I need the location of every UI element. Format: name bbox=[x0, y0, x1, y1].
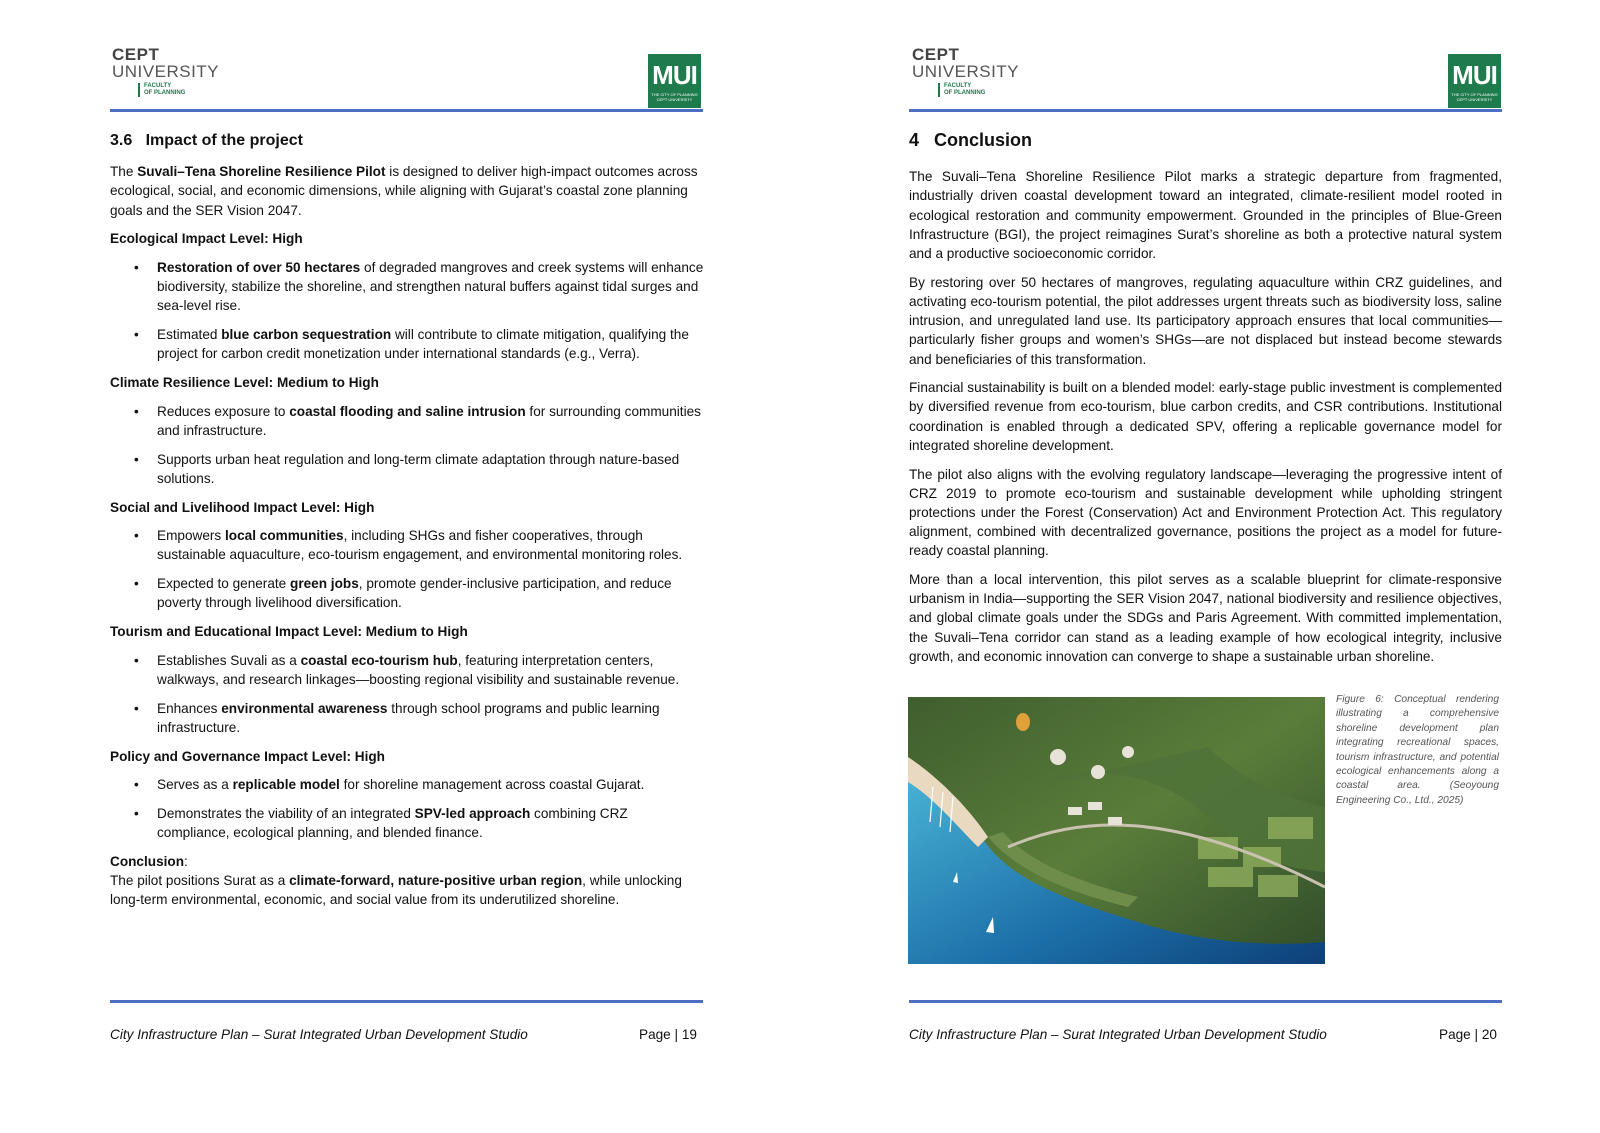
list-item: • Expected to generate green jobs, promote gender-inclusive participation, and reduce poverty through livelihood diversification. bbox=[134, 576, 672, 611]
list-item: • Empowers local communities, including SHGs and fisher cooperatives, through sustainable aquaculture, eco-tourism engagement, and environmental monitoring roles. bbox=[134, 528, 683, 563]
footer-title: City Infrastructure Plan – Surat Integrated Urban Development Studio bbox=[909, 1027, 1327, 1042]
page-20-body bbox=[909, 131, 1502, 676]
section-heading: 3.6 Impact of the project bbox=[110, 132, 303, 149]
conclusion-paragraph: Financial sustainability is built on a blended model: early-stage public investment is complemented by diversified revenue from eco-tourism, blue carbon credits, and CSR contributions. Institutional coordination is enabled through a dedicated SPV, offering a replicable governance model for integrated shoreline development. bbox=[909, 380, 1502, 453]
conclusion-paragraph: The pilot also aligns with the evolving regulatory landscape—leveraging the progressive intent of CRZ 2019 to promote eco-tourism and sustainable development while upholding stringent protections under the Forest (Conservation) Act and Environment Protection Act. This regulatory alignment, combined with decentralized governance, positions the project as a model for future-ready coastal planning. bbox=[909, 466, 1502, 559]
impact-list bbox=[110, 402, 704, 488]
header-rule bbox=[110, 109, 703, 112]
conclusion-block: Conclusion: The pilot positions Surat as a climate-forward, nature-positive urban region, while unlocking long-term environmental, economic, and social value from its underutilized shoreline. bbox=[110, 852, 704, 910]
mui-logo: MUI THE CITY OF PLANNING CEPT UNIVERSITY bbox=[1448, 54, 1501, 108]
page-number: Page | 20 bbox=[1439, 1027, 1497, 1042]
mui-logo: MUI THE CITY OF PLANNING CEPT UNIVERSITY bbox=[648, 54, 701, 108]
conclusion-label: Conclusion bbox=[110, 853, 185, 869]
page-19-body bbox=[110, 131, 704, 910]
list-item: • Establishes Suvali as a coastal eco-tourism hub, featuring interpretation centers, walkways, and research linkages—boosting regional visibility and sustainable revenue. bbox=[134, 652, 680, 687]
conclusion-paragraph: More than a local intervention, this pilot serves as a scalable blueprint for climate-responsive urbanism in India—supporting the SER Vision 2047, national biodiversity and resilience objectives, and global climate goals under the SDGs and Paris Agreement. With committed implementation, the Suvali–Tena corridor can stand as a leading example of how ecological integrity, inclusive growth, and economic innovation can converge to shape a sustainable urban shoreline. bbox=[909, 572, 1502, 664]
impact-list bbox=[110, 258, 704, 364]
conclusion-text: The pilot positions Surat as a climate-forward, nature-positive urban region, while unlocking long-term environmental, economic, and social value from its underutilized shoreline. bbox=[110, 873, 682, 908]
impact-subheading: Policy and Governance Impact Level: High bbox=[110, 748, 385, 764]
list-item: • Enhances environmental awareness through school programs and public learning infrastructure. bbox=[134, 700, 660, 735]
conclusion-paragraph: The Suvali–Tena Shoreline Resilience Pilot marks a strategic departure from fragmented, industrially driven coastal development toward an integrated, climate-resilient model rooted in ecological restoration and community empowerment. Grounded in the principles of Blue-Green Infrastructure (BGI), the project reimagines Surat’s shoreline as both a protective natural system and a productive socioeconomic corridor. bbox=[909, 169, 1502, 262]
footer-rule bbox=[110, 1000, 703, 1003]
header-rule bbox=[909, 109, 1502, 112]
list-item: • Estimated blue carbon sequestration will contribute to climate mitigation, qualifying the project for carbon credit monetization under international standards (e.g., Verra). bbox=[134, 327, 689, 362]
impact-subheading: Social and Livelihood Impact Level: High bbox=[110, 499, 375, 515]
chapter-heading: 4 Conclusion bbox=[909, 130, 1033, 150]
list-item: • Serves as a replicable model for shoreline management across coastal Gujarat. bbox=[134, 777, 645, 793]
impact-subheading: Ecological Impact Level: High bbox=[110, 231, 303, 247]
figure-caption: Figure 6: Conceptual rendering illustrating a comprehensive shoreline development plan integrating recreational spaces, tourism infrastructure, and potential ecological enhancements along a coastal area. (Seoyoung Engineering Co., Ltd., 2025) bbox=[1336, 694, 1499, 806]
list-item: • Restoration of over 50 hectares of degraded mangroves and creek systems will enhance biodiversity, stabilize the shoreline, and strengthen natural buffers against tidal surges and sea-level rise. bbox=[134, 260, 704, 314]
impact-list bbox=[110, 651, 704, 737]
impact-list bbox=[110, 526, 704, 612]
impact-list bbox=[110, 775, 704, 842]
list-item: • Reduces exposure to coastal flooding and saline intrusion for surrounding communities and infrastructure. bbox=[134, 403, 701, 438]
impact-subheading: Tourism and Educational Impact Level: Medium to High bbox=[110, 624, 468, 640]
footer-title: City Infrastructure Plan – Surat Integrated Urban Development Studio bbox=[110, 1027, 528, 1042]
coastal-rendering-image bbox=[908, 697, 1325, 964]
list-item: • Supports urban heat regulation and long-term climate adaptation through nature-based solutions. bbox=[134, 451, 680, 486]
impact-subheading: Climate Resilience Level: Medium to High bbox=[110, 375, 379, 391]
list-item: • Demonstrates the viability of an integrated SPV-led approach combining CRZ compliance, ecological planning, and blended finance. bbox=[134, 805, 628, 841]
page-number: Page | 19 bbox=[639, 1027, 697, 1042]
footer-rule bbox=[909, 1000, 1502, 1003]
cept-university-logo: CEPT UNIVERSITY FACULTY OF PLANNING bbox=[912, 45, 1020, 96]
cept-university-logo: CEPT UNIVERSITY FACULTY OF PLANNING bbox=[112, 45, 220, 96]
conclusion-paragraph: By restoring over 50 hectares of mangroves, regulating aquaculture within CRZ guidelines, and activating eco-tourism potential, the pilot addresses urgent threats such as biodiversity loss, saline intrusion, and unregulated land use. Its participatory approach ensures that local communities—particularly fisher groups and women’s SHGs—are not displaced but instead become stewards and beneficiaries of this transformation. bbox=[909, 274, 1502, 367]
intro-paragraph: The Suvali–Tena Shoreline Resilience Pilot is designed to deliver high-impact outcomes across ecological, social, and economic dimensions, while aligning with Gujarat’s coastal zone planning goals and the SER Vision 2047. bbox=[110, 164, 698, 218]
